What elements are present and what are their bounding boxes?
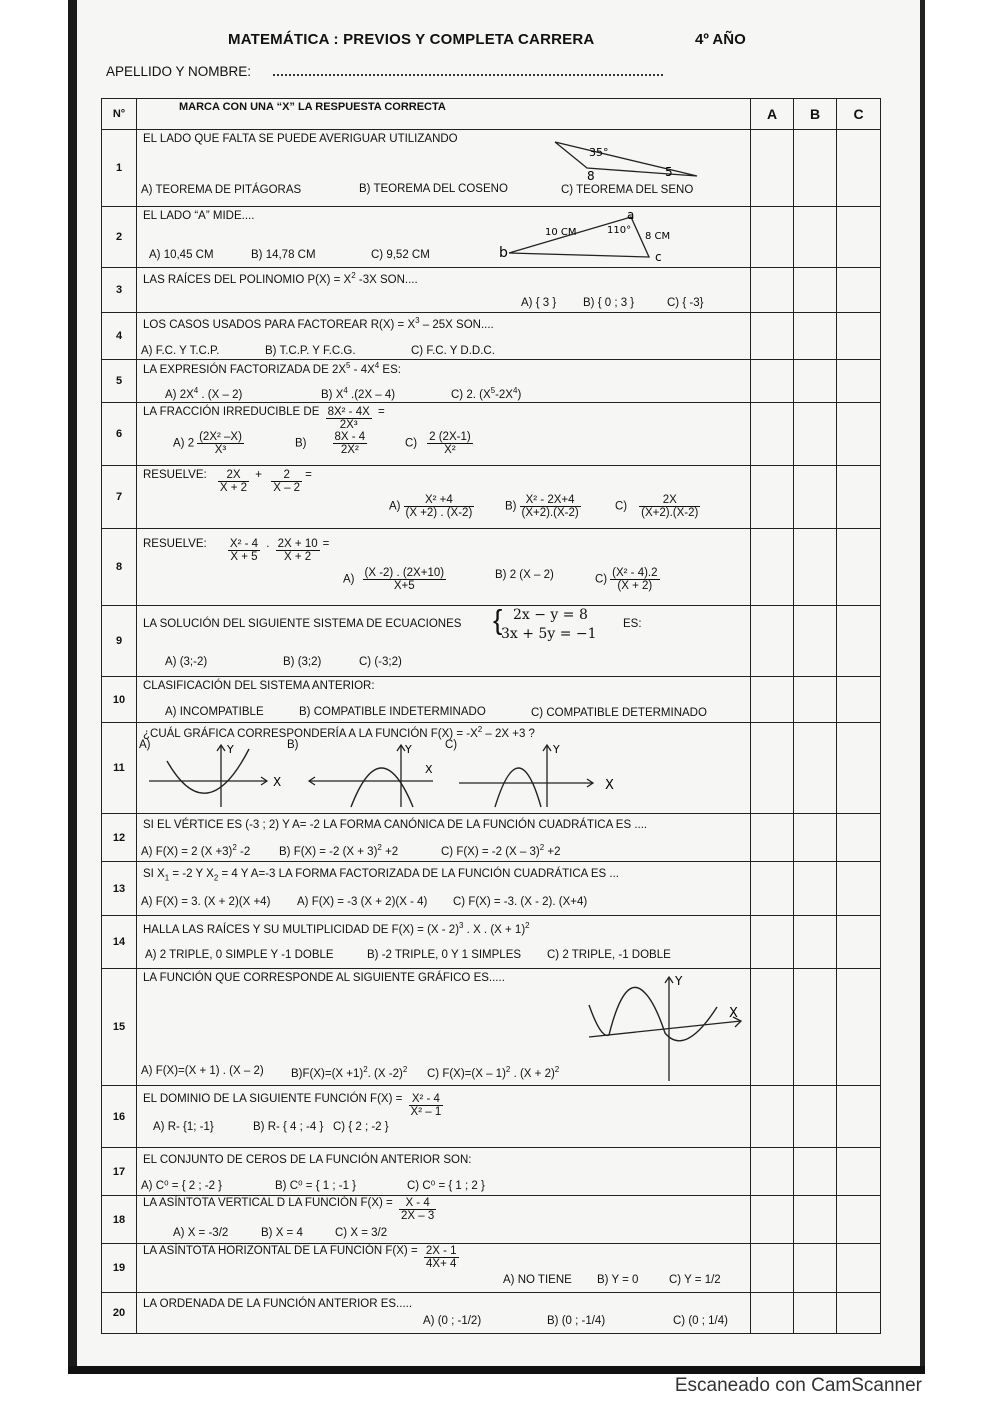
question-cell — [137, 969, 751, 1086]
answer-box-a[interactable] — [751, 1196, 794, 1244]
question-cell — [137, 466, 751, 529]
answer-box-a[interactable] — [751, 529, 794, 606]
answer-box-b[interactable] — [794, 466, 837, 529]
question-cell — [137, 1196, 751, 1244]
question-text: EL CONJUNTO DE CEROS DE LA FUNCIÓN ANTERIOR SON: — [143, 1154, 472, 1166]
vertex-label: a — [627, 209, 635, 222]
option-a: A) TEOREMA DE PITÁGORAS — [141, 184, 302, 196]
question-text: LOS CASOS USADOS PARA FACTOREAR $R(X) = X^3 - 25X$ SON.... — [143, 316, 494, 331]
answer-box-b[interactable] — [794, 677, 837, 723]
question-number: 19 — [102, 1244, 137, 1293]
answer-box-c[interactable] — [837, 207, 881, 268]
question-cell — [137, 814, 751, 862]
option-c: C) TEOREMA DEL SENO — [561, 184, 694, 196]
option-c: C) X = 3/2 — [335, 1227, 388, 1239]
answer-box-b[interactable] — [794, 969, 837, 1086]
option-b: B) (0 ; -1/4) — [547, 1315, 606, 1327]
question-cell — [137, 360, 751, 403]
svg-text:X: X — [425, 763, 433, 776]
angle-label: 35° — [589, 146, 609, 159]
answer-box-a[interactable] — [751, 606, 794, 677]
name-label: APELLIDO Y NOMBRE: — [106, 64, 252, 79]
column-header-a: A — [751, 99, 794, 130]
option-a: A) NO TIENE — [503, 1274, 572, 1286]
triangle-figure — [499, 209, 679, 265]
answer-box-a[interactable] — [751, 360, 794, 403]
option-c: C) (0 ; 1/4) — [673, 1315, 728, 1327]
svg-text:X: X — [273, 775, 282, 789]
scanner-watermark: Escaneado con CamScanner — [674, 1375, 922, 1396]
question-text: LA EXPRESIÓN FACTORIZADA DE $2X^5 - 4X^4$ ES: — [143, 361, 401, 376]
question-text: LA FUNCIÓN QUE CORRESPONDE AL SIGUIENTE GRÁFICO ES..... — [143, 972, 505, 984]
answer-box-c[interactable] — [837, 1196, 881, 1244]
option-c: C) { -3} — [667, 297, 704, 309]
option-a: A) 2 $\frac{\text{(2X² –X)}}{\text{X³}}$ — [173, 431, 242, 457]
triangle-figure — [547, 136, 707, 184]
question-number: 7 — [102, 466, 137, 529]
option-b: B) R- { 4 ; -4 } — [253, 1121, 324, 1133]
question-cell — [137, 1086, 751, 1148]
answer-box-c[interactable] — [837, 723, 881, 814]
scan-right-edge — [920, 0, 925, 1372]
answer-box-b[interactable] — [794, 916, 837, 969]
option-c: C) Y = 1/2 — [669, 1274, 721, 1286]
option-a: A) F(X) = 3. (X + 2)(X +4) — [141, 896, 271, 908]
answer-box-c[interactable] — [837, 403, 881, 466]
option-a: A) F(X)=(X + 1) . (X – 2) — [141, 1065, 264, 1077]
answer-box-a[interactable] — [751, 207, 794, 268]
question-row — [102, 313, 881, 360]
column-header-number: N° — [102, 99, 137, 130]
option-b: B) $X^4$ .(2X – 4) — [321, 386, 396, 401]
question-number: 15 — [102, 969, 137, 1086]
answer-box-c[interactable] — [837, 814, 881, 862]
question-text: LAS RAÍCES DEL POLINOMIO $P(X) = X^2$ -3X SON.... — [143, 271, 418, 286]
question-text: LA SOLUCIÓN DEL SIGUIENTE SISTEMA DE ECUACIONES — [143, 618, 462, 630]
option-c: C) F(X) = -3. (X - 2). (X+4) — [453, 896, 588, 908]
answer-box-b[interactable] — [794, 130, 837, 207]
question-row — [102, 723, 881, 814]
option-b: B) $\frac{\text{X² - 2X+4}}{(X+2).(X-2)}$ — [505, 494, 579, 520]
side-label: 8 — [587, 169, 595, 183]
option-c: C) — [445, 739, 458, 751]
question-cell — [137, 916, 751, 969]
question-row — [102, 268, 881, 313]
answer-box-b[interactable] — [794, 814, 837, 862]
question-text: CLASIFICACIÓN DEL SISTEMA ANTERIOR: — [143, 680, 375, 692]
question-cell — [137, 313, 751, 360]
option-a: A) 10,45 CM — [149, 249, 214, 261]
question-cell — [137, 862, 751, 916]
svg-text:Y: Y — [405, 743, 412, 756]
option-b: B) 2 (X – 2) — [495, 569, 554, 581]
question-number: 5 — [102, 360, 137, 403]
answer-box-c[interactable] — [837, 466, 881, 529]
answer-box-c[interactable] — [837, 916, 881, 969]
question-row — [102, 1196, 881, 1244]
equation-2: 3x + 5y = −1 — [501, 626, 597, 642]
exam-year: 4º AÑO — [695, 31, 746, 48]
side-label: 8 CM — [645, 231, 671, 242]
svg-text:Y: Y — [553, 743, 560, 756]
function-graph — [549, 969, 749, 1085]
option-a: A) — [139, 739, 151, 751]
question-number: 20 — [102, 1293, 137, 1334]
name-field[interactable] — [273, 74, 663, 76]
answer-box-c[interactable] — [837, 1293, 881, 1334]
option-a: A) F(X) = 2 $(X +3)^2$ -2 — [141, 843, 251, 858]
option-c: C) $\frac{\text{(X² - 4).2}}{(X + 2)}$ — [595, 567, 658, 593]
svg-text:X: X — [729, 1006, 738, 1021]
answer-box-b[interactable] — [794, 723, 837, 814]
question-number: 3 — [102, 268, 137, 313]
graph-option-b — [305, 739, 458, 811]
side-label: 5 — [665, 165, 673, 179]
question-row — [102, 862, 881, 916]
answer-box-b[interactable] — [794, 313, 837, 360]
option-c: C) C⁰ = { 1 ; 2 } — [407, 1180, 485, 1192]
option-b: B) -2 TRIPLE, 0 Y 1 SIMPLES — [367, 949, 522, 961]
question-cell — [137, 606, 751, 677]
option-a: A) 2 TRIPLE, 0 SIMPLE Y -1 DOBLE — [145, 949, 334, 961]
scan-bottom-edge — [68, 1366, 925, 1374]
answer-box-b[interactable] — [794, 207, 837, 268]
question-row — [102, 403, 881, 466]
question-number: 1 — [102, 130, 137, 207]
question-row — [102, 1086, 881, 1148]
option-a: A) X = -3/2 — [173, 1227, 229, 1239]
question-row — [102, 1244, 881, 1293]
question-text: HALLA LAS RAÍCES Y SU MULTIPLICIDAD DE F(X) = (X - 2)$^3$ . X . $(X + 1)^2$ — [143, 921, 530, 936]
answer-box-a[interactable] — [751, 403, 794, 466]
answer-box-b[interactable] — [794, 1086, 837, 1148]
option-b: B) 14,78 CM — [251, 249, 316, 261]
question-cell — [137, 677, 751, 723]
question-text: LA ASÍNTOTA VERTICAL D LA FUNCIÓN F(X) = $\frac{X - 4}{2X - 3}$ — [143, 1197, 435, 1223]
option-c: C) 9,52 CM — [371, 249, 430, 261]
question-number: 11 — [102, 723, 137, 814]
column-header-instruction: MARCA CON UNA “X” LA RESPUESTA CORRECTA — [137, 99, 751, 130]
answer-box-a[interactable] — [751, 130, 794, 207]
answer-box-c[interactable] — [837, 1148, 881, 1196]
question-row — [102, 466, 881, 529]
option-a: A) (0 ; -1/2) — [423, 1315, 482, 1327]
option-c: C) $\frac{2X}{(X+2).(X-2)}$ — [615, 494, 699, 520]
answer-box-a[interactable] — [751, 862, 794, 916]
question-number: 2 — [102, 207, 137, 268]
question-row — [102, 360, 881, 403]
question-row — [102, 1293, 881, 1334]
option-b: A) F(X) = -3 (X + 2)(X - 4) — [297, 896, 428, 908]
scan-left-edge — [68, 0, 77, 1372]
answer-box-c[interactable] — [837, 130, 881, 207]
question-text: ¿CUÁL GRÁFICA CORRESPONDERÍA A LA FUNCIÓN $F(X) = -X^2 - 2X +3$ ? — [143, 725, 535, 740]
column-header-c: C — [837, 99, 881, 130]
question-text: LA FRACCIÓN IRREDUCIBLE DE $\frac{\text{8X² - 4X}}{\text{2X³}}$ = — [143, 406, 385, 432]
option-c: C) { 2 ; -2 } — [333, 1121, 389, 1133]
question-text: SI $X_1 = -2$ Y $X_2 = 4$ Y A=-3 LA FORMA FACTORIZADA DE LA FUNCIÓN CUADRÁTICA ES ... — [143, 868, 619, 883]
question-cell — [137, 403, 751, 466]
question-row — [102, 677, 881, 723]
answer-box-c[interactable] — [837, 1086, 881, 1148]
question-number: 18 — [102, 1196, 137, 1244]
option-a: A) $2X^4$ . (X – 2) — [165, 386, 243, 401]
graph-option-a — [145, 741, 295, 811]
answer-box-b[interactable] — [794, 268, 837, 313]
question-row — [102, 1148, 881, 1196]
answer-box-a[interactable] — [751, 916, 794, 969]
answer-box-c[interactable] — [837, 268, 881, 313]
option-a: A) F.C. Y T.C.P. — [141, 345, 220, 357]
answer-box-a[interactable] — [751, 268, 794, 313]
question-row — [102, 916, 881, 969]
angle-label: 110° — [607, 225, 632, 236]
graph-option-c — [455, 741, 625, 811]
question-number: 4 — [102, 313, 137, 360]
answer-box-b[interactable] — [794, 1196, 837, 1244]
answer-box-a[interactable] — [751, 677, 794, 723]
option-a: A) (3;-2) — [165, 656, 208, 668]
option-a: A) R- {1; -1} — [153, 1121, 214, 1133]
answer-box-b[interactable] — [794, 529, 837, 606]
option-b: B) T.C.P. Y F.C.G. — [265, 345, 356, 357]
answer-box-c[interactable] — [837, 360, 881, 403]
question-text: RESUELVE: $\frac{2X}{X + 2}$ + $\frac{2}{X - 2}$ = — [143, 469, 312, 495]
question-text: EL DOMINIO DE LA SIGUIENTE FUNCIÓN F(X) = $\frac{\text{X² - 4}}{\text{X² – 1}}$ — [143, 1093, 442, 1119]
question-number: 14 — [102, 916, 137, 969]
option-c: C) F(X) = -2 (X – 3)$^2$ +2 — [441, 843, 561, 858]
answer-box-a[interactable] — [751, 1293, 794, 1334]
answer-box-b[interactable] — [794, 1293, 837, 1334]
column-header-b: B — [794, 99, 837, 130]
question-number: 13 — [102, 862, 137, 916]
option-b: B) C⁰ = { 1 ; -1 } — [275, 1180, 356, 1192]
question-row — [102, 130, 881, 207]
side-label: 10 CM — [545, 227, 577, 238]
option-c: C) (-3;2) — [359, 656, 402, 668]
question-row — [102, 814, 881, 862]
question-row — [102, 969, 881, 1086]
equation-1: 2x − y = 8 — [513, 607, 588, 623]
option-b: B) $\frac{8X - 4}{\text{2X²}}$ — [295, 431, 366, 457]
answer-box-c[interactable] — [837, 677, 881, 723]
question-text: LA ASÍNTOTA HORIZONTAL DE LA FUNCIÓN F(X) = $\frac{2X - 1}{4X+ 4}$ — [143, 1245, 457, 1271]
answer-box-b[interactable] — [794, 1148, 837, 1196]
question-number: 10 — [102, 677, 137, 723]
option-a: A) { 3 } — [521, 297, 557, 309]
system-brace: { — [493, 604, 503, 635]
answer-box-b[interactable] — [794, 403, 837, 466]
answer-box-b[interactable] — [794, 360, 837, 403]
question-text: RESUELVE: $\frac{\text{X² - 4}}{X + 5}$ . $\frac{2X + 10}{X + 2}$ = — [143, 538, 330, 564]
question-text: LA ORDENADA DE LA FUNCIÓN ANTERIOR ES..... — [143, 1298, 413, 1310]
answer-box-a[interactable] — [751, 1148, 794, 1196]
answer-box-a[interactable] — [751, 1244, 794, 1293]
question-cell — [137, 1148, 751, 1196]
question-number: 6 — [102, 403, 137, 466]
question-text: EL LADO “A” MIDE.... — [143, 210, 255, 222]
question-cell — [137, 268, 751, 313]
question-number: 16 — [102, 1086, 137, 1148]
exam-title: MATEMÁTICA : PREVIOS Y COMPLETA CARRERA — [228, 31, 595, 48]
question-cell — [137, 1244, 751, 1293]
option-c: C) F.C. Y D.D.C. — [411, 345, 495, 357]
vertex-label: b — [499, 245, 508, 261]
option-b: B) X = 4 — [261, 1227, 303, 1239]
answer-box-c[interactable] — [837, 862, 881, 916]
option-b: B) — [287, 739, 299, 751]
option-b: B) { 0 ; 3 } — [583, 297, 635, 309]
option-c: C) 2 TRIPLE, -1 DOBLE — [547, 949, 671, 961]
question-cell — [137, 207, 751, 268]
answer-box-a[interactable] — [751, 1086, 794, 1148]
option-b: B) COMPATIBLE INDETERMINADO — [299, 706, 486, 718]
question-number: 8 — [102, 529, 137, 606]
option-c: C) F(X)=(X – 1)$^2$ . $(X + 2)^2$ — [427, 1065, 560, 1080]
question-number: 12 — [102, 814, 137, 862]
question-row — [102, 606, 881, 677]
svg-text:X: X — [605, 778, 614, 793]
answer-box-b[interactable] — [794, 862, 837, 916]
question-cell — [137, 1293, 751, 1334]
question-cell — [137, 130, 751, 207]
option-c: C) COMPATIBLE DETERMINADO — [531, 707, 707, 719]
answer-box-b[interactable] — [794, 1244, 837, 1293]
option-b: B) TEOREMA DEL COSENO — [359, 183, 508, 195]
option-c: C) $\frac{2 (2X-1)}{\text{X²}}$ — [405, 431, 471, 457]
answer-box-a[interactable] — [751, 969, 794, 1086]
answer-box-a[interactable] — [751, 814, 794, 862]
question-number: 9 — [102, 606, 137, 677]
question-cell — [137, 529, 751, 606]
option-b: B) Y = 0 — [597, 1274, 639, 1286]
question-text: EL LADO QUE FALTA SE PUEDE AVERIGUAR UTILIZANDO — [143, 133, 458, 145]
option-b: $B)F(X)=(X +1)^2$. (X -2)$^2$ — [291, 1065, 408, 1080]
option-c: C) 2. $(X^5-2X^4)$ — [451, 386, 522, 401]
option-a: A) $\frac{(X -2) . (2X+10)}{X+5}$ — [343, 567, 445, 593]
svg-text:Y: Y — [675, 974, 683, 988]
vertex-label: c — [655, 250, 662, 264]
question-row — [102, 207, 881, 268]
question-text: SI EL VÉRTICE ES (-3 ; 2) Y A= -2 LA FORMA CANÓNICA DE LA FUNCIÓN CUADRÁTICA ES .... — [143, 819, 648, 831]
answer-box-c[interactable] — [837, 529, 881, 606]
answer-box-c[interactable] — [837, 969, 881, 1086]
answer-box-b[interactable] — [794, 606, 837, 677]
answer-box-c[interactable] — [837, 606, 881, 677]
answer-box-c[interactable] — [837, 1244, 881, 1293]
answer-box-a[interactable] — [751, 723, 794, 814]
answer-box-a[interactable] — [751, 313, 794, 360]
question-number: 17 — [102, 1148, 137, 1196]
question-cell — [137, 723, 751, 814]
option-b: B) F(X) = -2 $(X + 3)^2 +2$ — [279, 843, 399, 858]
question-text-end: ES: — [623, 618, 642, 630]
answer-box-c[interactable] — [837, 313, 881, 360]
option-a: A) $\frac{\text{X² +4}}{(X +2) . (X-2)}$ — [389, 494, 473, 520]
question-row — [102, 529, 881, 606]
answer-box-a[interactable] — [751, 466, 794, 529]
option-a: A) INCOMPATIBLE — [165, 706, 264, 718]
option-b: B) (3;2) — [283, 656, 322, 668]
svg-text:Y: Y — [227, 743, 234, 756]
question-table — [101, 98, 881, 1334]
option-a: A) C⁰ = { 2 ; -2 } — [141, 1180, 222, 1192]
